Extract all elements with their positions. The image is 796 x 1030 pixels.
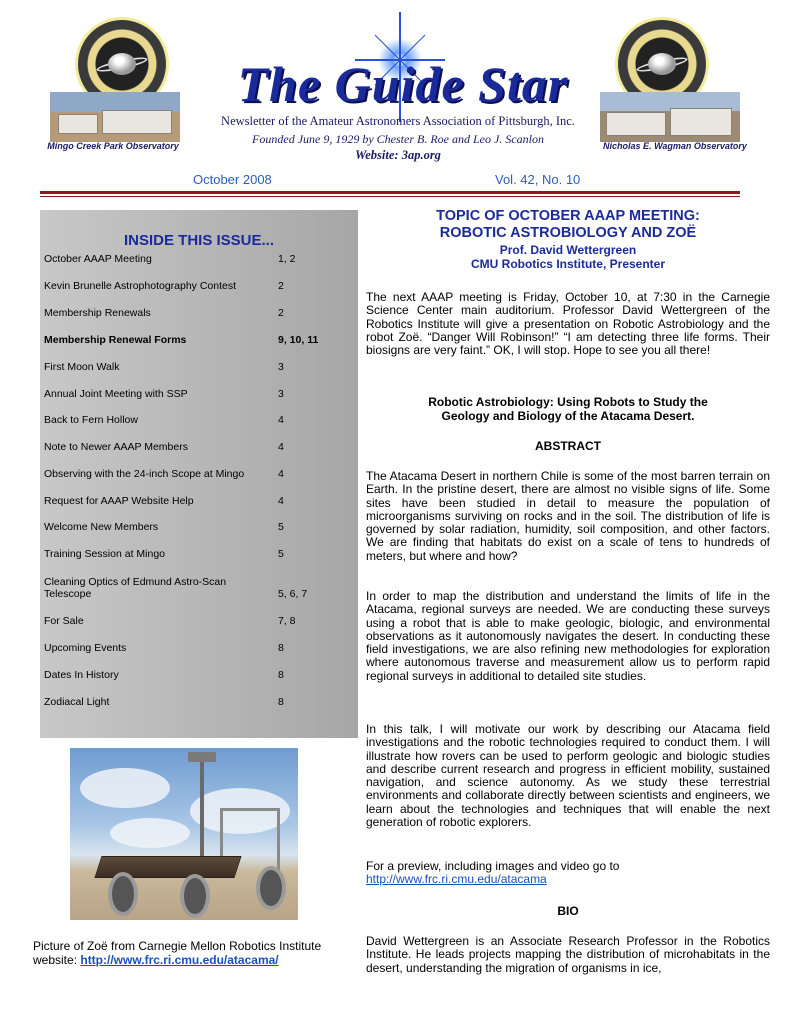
toc-item-pages: 3 [278,361,284,373]
toc-item-title: Membership Renewal Forms [44,334,187,346]
toc-item-title: Observing with the 24-inch Scope at Mingo [44,468,245,480]
mingo-observatory-photo [50,92,180,142]
preview-paragraph [366,860,770,887]
inside-this-issue-box [40,210,358,738]
newsletter-subtitle: Newsletter of the Amateur Astronomers Association of Pittsburgh, Inc. [221,114,575,128]
wagman-observatory-caption: Nicholas E. Wagman Observatory [603,141,747,151]
toc-heading: INSIDE THIS ISSUE... [123,232,275,249]
article-heading-line1: TOPIC OF OCTOBER AAAP MEETING: [436,208,700,224]
presenter-affiliation: CMU Robotics Institute, Presenter [470,257,666,271]
toc-item-title: Dates In History [44,669,119,681]
toc-item-title: October AAAP Meeting [44,253,152,265]
toc-item-title: Cleaning Optics of Edmund Astro-Scan [44,576,227,588]
toc-item-pages: 2 [278,280,284,292]
toc-item-title: Kevin Brunelle Astrophotography Contest [44,280,237,292]
toc-item-title-continued: Telescope [44,588,92,600]
photo-caption-text: Picture of Zoë from Carnegie Mellon Robotics Institute website: [33,939,322,967]
toc-item-title: Membership Renewals [44,307,151,319]
abstract-paragraph: The Atacama Desert in northern Chile is some of the most barren terrain on Earth. In the pristine desert, there are almost no visible signs of life. Some sites have been studied in detail to measure the population of microorganisms surviving on rocks and in the soil. The distribution of life is governed by solar radiation, humidity, soil composition, and other factors. We are finding that habitats do exist on a scale of tens to hundreds of meters, but where and how? [366,469,770,563]
toc-item-title: First Moon Walk [44,361,120,373]
toc-item-pages: 1, 2 [278,253,296,265]
article-heading [366,208,770,242]
photo-caption [33,939,363,967]
toc-item-pages: 5 [278,521,284,533]
toc-item-pages: 8 [278,642,284,654]
issue-volume: Vol. 42, No. 10 [495,172,581,187]
toc-item-title: Zodiacal Light [44,696,110,708]
toc-item-pages: 2 [278,307,284,319]
toc-item-title: Request for AAAP Website Help [44,495,194,507]
toc-item-pages: 4 [278,468,284,480]
toc-item-pages: 4 [278,495,284,507]
toc-item-title: Back to Fern Hollow [44,414,138,426]
toc-item-title: Annual Joint Meeting with SSP [44,388,188,400]
photo-caption-link[interactable]: http://www.frc.ri.cmu.edu/atacama/ [80,953,279,967]
toc-item [44,576,354,602]
article-heading-line2: ROBOTIC ASTROBIOLOGY AND ZOË [439,225,697,241]
toc-item-pages: 7, 8 [278,615,296,627]
toc-item-title: Training Session at Mingo [44,548,166,560]
zoe-robot-photo [70,748,298,920]
preview-link[interactable]: http://www.frc.ri.cmu.edu/atacama [366,872,547,887]
toc-item-title: Welcome New Members [44,521,159,533]
talk-title-line2: Geology and Biology of the Atacama Desert. [441,409,695,423]
preview-text: For a preview, including images and video go to [366,859,620,873]
toc-item-title: Note to Newer AAAP Members [44,441,188,453]
presenter [366,243,770,271]
bio-paragraph: David Wettergreen is an Associate Research Professor in the Robotics Institute. He leads projects mapping the distribution of microhabitats in the desert, understanding the migration of organisms in ice, [366,934,770,975]
toc-item-pages: 3 [278,388,284,400]
abstract-heading: ABSTRACT [535,439,601,453]
presenter-name: Prof. David Wettergreen [499,243,637,257]
toc-item-title: For Sale [44,615,84,627]
toc-item-pages: 8 [278,669,284,681]
website-line: Website: 3ap.org [355,148,441,162]
bio-heading: BIO [557,904,579,918]
toc-item-pages: 5 [278,548,284,560]
talk-title-line1: Robotic Astrobiology: Using Robots to Study the [428,395,708,409]
intro-paragraph: The next AAAP meeting is Friday, October 10, at 7:30 in the Carnegie Science Center main auditorium. Professor David Wettergreen of the Robotics Institute will give a presentation on Robotic Astrobiology and the robot Zoë. “Danger Will Robinson!” “I am detecting three life forms. Their biosigns are very faint.” OK, I will stop. Hope to see you all there! [366,290,770,358]
talk-title [366,395,770,423]
toc-item-pages: 9, 10, 11 [278,334,319,346]
newsletter-title: The Guide Star [237,56,569,112]
header-divider-thin [40,196,740,197]
abstract-paragraph: In this talk, I will motivate our work by describing our Atacama field investigations and the robotic technologies required to conduct them. I will illustrate how rovers can be used to perform geologic and biologic studies and describe current research and progress in efficient mobility, sustained navigation, and science autonomy. As we study these terrestrial environments and collaborate directly between scientists and engineers, we learn about the technologies and techniques that will enable the next generation of robotic explorers. [366,722,770,830]
toc-item-pages: 4 [278,414,284,426]
issue-date: October 2008 [193,172,272,187]
mingo-observatory-caption: Mingo Creek Park Observatory [47,141,179,151]
toc-item-title: Upcoming Events [44,642,127,654]
toc-item-pages: 5, 6, 7 [278,588,308,600]
toc-item-pages: 8 [278,696,284,708]
abstract-paragraph: In order to map the distribution and understand the limits of life in the Atacama, regional surveys are needed. We are conducting these surveys using a robot that is able to make geologic, biologic, and environmental observations as it autonomously navigates the desert. In conducting these field investigations, we are also refining new methodologies for exploration where autonomous traverse and measurement allow us to perform rapid regional surveys in additional to detailed site studies. [366,589,770,683]
founded-line: Founded June 9, 1929 by Chester B. Roe and Leo J. Scanlon [252,132,544,146]
toc-item-pages: 4 [278,441,284,453]
wagman-observatory-photo [600,92,740,142]
header-divider [40,191,740,194]
